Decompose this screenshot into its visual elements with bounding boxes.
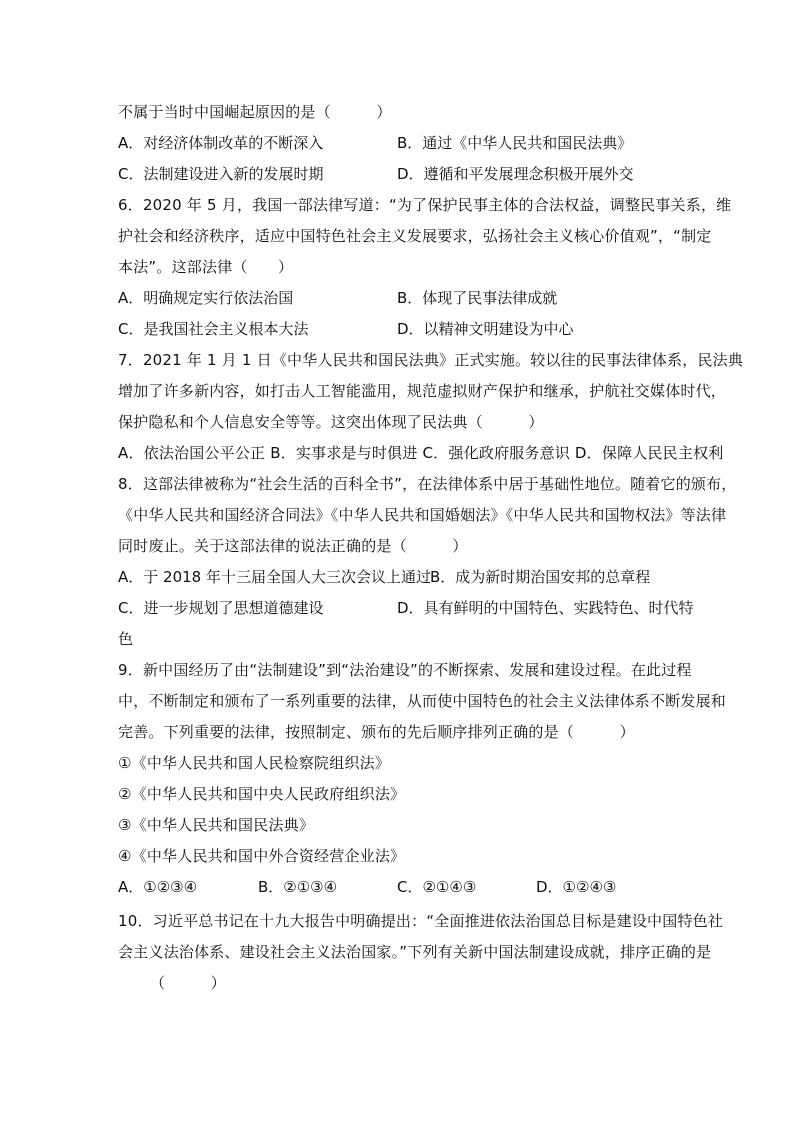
- q9-item-4: ④《中华人民共和国中外合资经营企业法》: [118, 847, 406, 865]
- q5-option-d: D．遵循和平发展理念积极开展外交: [397, 165, 634, 183]
- q9-item-3: ③《中华人民共和国民法典》: [118, 816, 315, 834]
- q9-stem-line-3: 完善。下列重要的法律，按照制定、颁布的先后顺序排列正确的是（ ）: [118, 723, 635, 741]
- q9-option-c: C．②①④③: [397, 878, 477, 896]
- q8-option-b: B．成为新时期治国安邦的总章程: [430, 568, 651, 586]
- q8-option-a: A．于 2018 年十三届全国人大三次会议上通过: [118, 568, 431, 586]
- q6-stem-line-1: 6．2020 年 5 月，我国一部法律写道：“为了保护民事主体的合法权益，调整民事关系，维: [118, 196, 732, 214]
- q9-option-a: A．①②③④: [118, 878, 198, 896]
- q10-stem-line-2: 会主义法治体系、建设社会主义法治国家。”下列有关新中国法制建设成就，排序正确的是: [118, 943, 712, 961]
- q9-item-1: ①《中华人民共和国人民检察院组织法》: [118, 754, 391, 772]
- q8-option-d: D．具有鲜明的中国特色、实践特色、时代特: [397, 599, 694, 617]
- q6-option-a: A．明确规定实行依法治国: [118, 289, 294, 307]
- q9-item-2: ②《中华人民共和国中央人民政府组织法》: [118, 785, 406, 803]
- q9-option-d: D．①②④③: [536, 878, 617, 896]
- q9-option-b: B．②①③④: [258, 878, 338, 896]
- q10-stem-line-1: 10．习近平总书记在十九大报告中明确提出：“全面推进依法治国总目标是建设中国特色社: [118, 912, 724, 930]
- q5-option-c: C．法制建设进入新的发展时期: [118, 165, 324, 183]
- q7-stem-line-2: 增加了许多新内容，如打击人工智能滥用，规范虚拟财产保护和继承，护航社交媒体时代，: [118, 382, 727, 400]
- q6-stem-line-2: 护社会和经济秩序，适应中国特色社会主义发展要求，弘扬社会主义核心价值观”，“制定: [118, 227, 712, 245]
- q8-stem-line-1: 8．这部法律被称为“社会生活的百科全书”，在法律体系中居于基础性地位。随着它的颁布，: [118, 475, 737, 493]
- q8-option-d-wrap: 色: [118, 630, 134, 648]
- q5-stem-tail: 不属于当时中国崛起原因的是（ ）: [118, 103, 392, 121]
- q6-stem-line-3: 本法”。这部法律（ ）: [118, 258, 294, 276]
- q7-stem-line-1: 7．2021 年 1 月 1 日《中华人民共和国民法典》正式实施。较以往的民事法律体系，民法典: [118, 351, 744, 369]
- q8-stem-line-3: 同时废止。关于这部法律的说法正确的是（ ）: [118, 537, 468, 555]
- q7-options-line: A．依法治国公平公正 B．实事求是与时俱进 C．强化政府服务意识 D．保障人民民主权利: [118, 444, 724, 462]
- q8-option-c: C．进一步规划了思想道德建设: [118, 599, 324, 617]
- q9-stem-line-2: 中，不断制定和颁布了一系列重要的法律，从而使中国特色的社会主义法律体系不断发展和: [118, 692, 727, 710]
- q9-stem-line-1: 9．新中国经历了由“法制建设”到“法治建设”的不断探索、发展和建设过程。在此过程: [118, 661, 692, 679]
- q8-stem-line-2: 《中华人民共和国经济合同法》《中华人民共和国婚姻法》《中华人民共和国物权法》等法律: [118, 506, 727, 524]
- q5-option-a: A．对经济体制改革的不断深入: [118, 134, 324, 152]
- q6-option-b: B．体现了民事法律成就: [397, 289, 558, 307]
- q7-stem-line-3: 保护隐私和个人信息安全等等。这突出体现了民法典（ ）: [118, 413, 544, 431]
- q5-option-b: B．通过《中华人民共和国民法典》: [397, 134, 633, 152]
- q6-option-c: C．是我国社会主义根本大法: [118, 320, 309, 338]
- q6-option-d: D．以精神文明建设为中心: [397, 320, 574, 338]
- q10-stem-line-3: （ ）: [150, 974, 227, 992]
